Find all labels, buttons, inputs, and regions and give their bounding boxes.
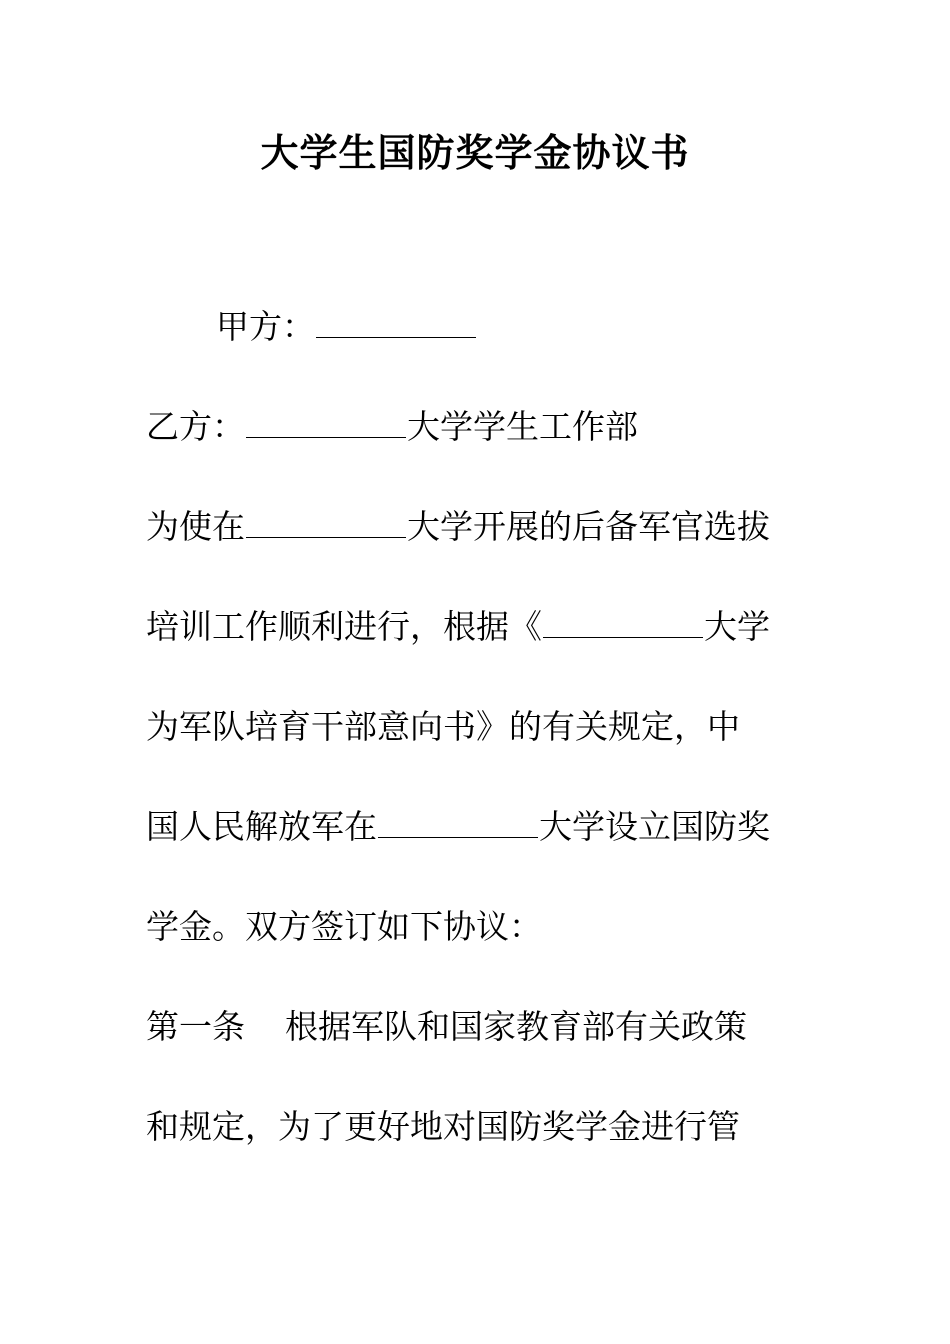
party-a-label: 甲方： bbox=[216, 307, 315, 346]
body-line-4-prefix: 国人民解放军在 bbox=[146, 807, 377, 846]
body-line-1-prefix: 为使在 bbox=[146, 507, 245, 546]
party-b-label: 乙方： bbox=[146, 407, 245, 446]
body-line-3: 为军队培育干部意向书》的有关规定，中 bbox=[146, 707, 740, 746]
body-line-2-suffix: 大学 bbox=[704, 607, 770, 646]
party-b-blank bbox=[246, 407, 406, 438]
body-line-4-suffix: 大学设立国防奖 bbox=[539, 807, 770, 846]
body-line-5: 学金。双方签订如下协议： bbox=[146, 907, 542, 946]
party-b-line bbox=[146, 405, 638, 449]
body-line-7: 和规定，为了更好地对国防奖学金进行管 bbox=[146, 1107, 740, 1146]
body-line-2-prefix: 培训工作顺利进行，根据《 bbox=[146, 607, 542, 646]
party-a-blank bbox=[316, 307, 476, 338]
university-blank-2 bbox=[543, 607, 703, 638]
university-blank-3 bbox=[378, 807, 538, 838]
body-line-2 bbox=[146, 605, 770, 649]
university-blank-1 bbox=[246, 507, 406, 538]
document-title: 大学生国防奖学金协议书 bbox=[260, 130, 690, 175]
article-one-text: 根据军队和国家教育部有关政策 bbox=[285, 1007, 747, 1046]
article-one-label: 第一条 bbox=[146, 1007, 245, 1046]
party-b-suffix: 大学学生工作部 bbox=[407, 407, 638, 446]
party-a-line bbox=[216, 305, 477, 349]
body-line-1-suffix: 大学开展的后备军官选拔 bbox=[407, 507, 770, 546]
body-line-4 bbox=[146, 805, 770, 849]
article-one-line bbox=[146, 1005, 747, 1049]
body-line-1 bbox=[146, 505, 770, 549]
